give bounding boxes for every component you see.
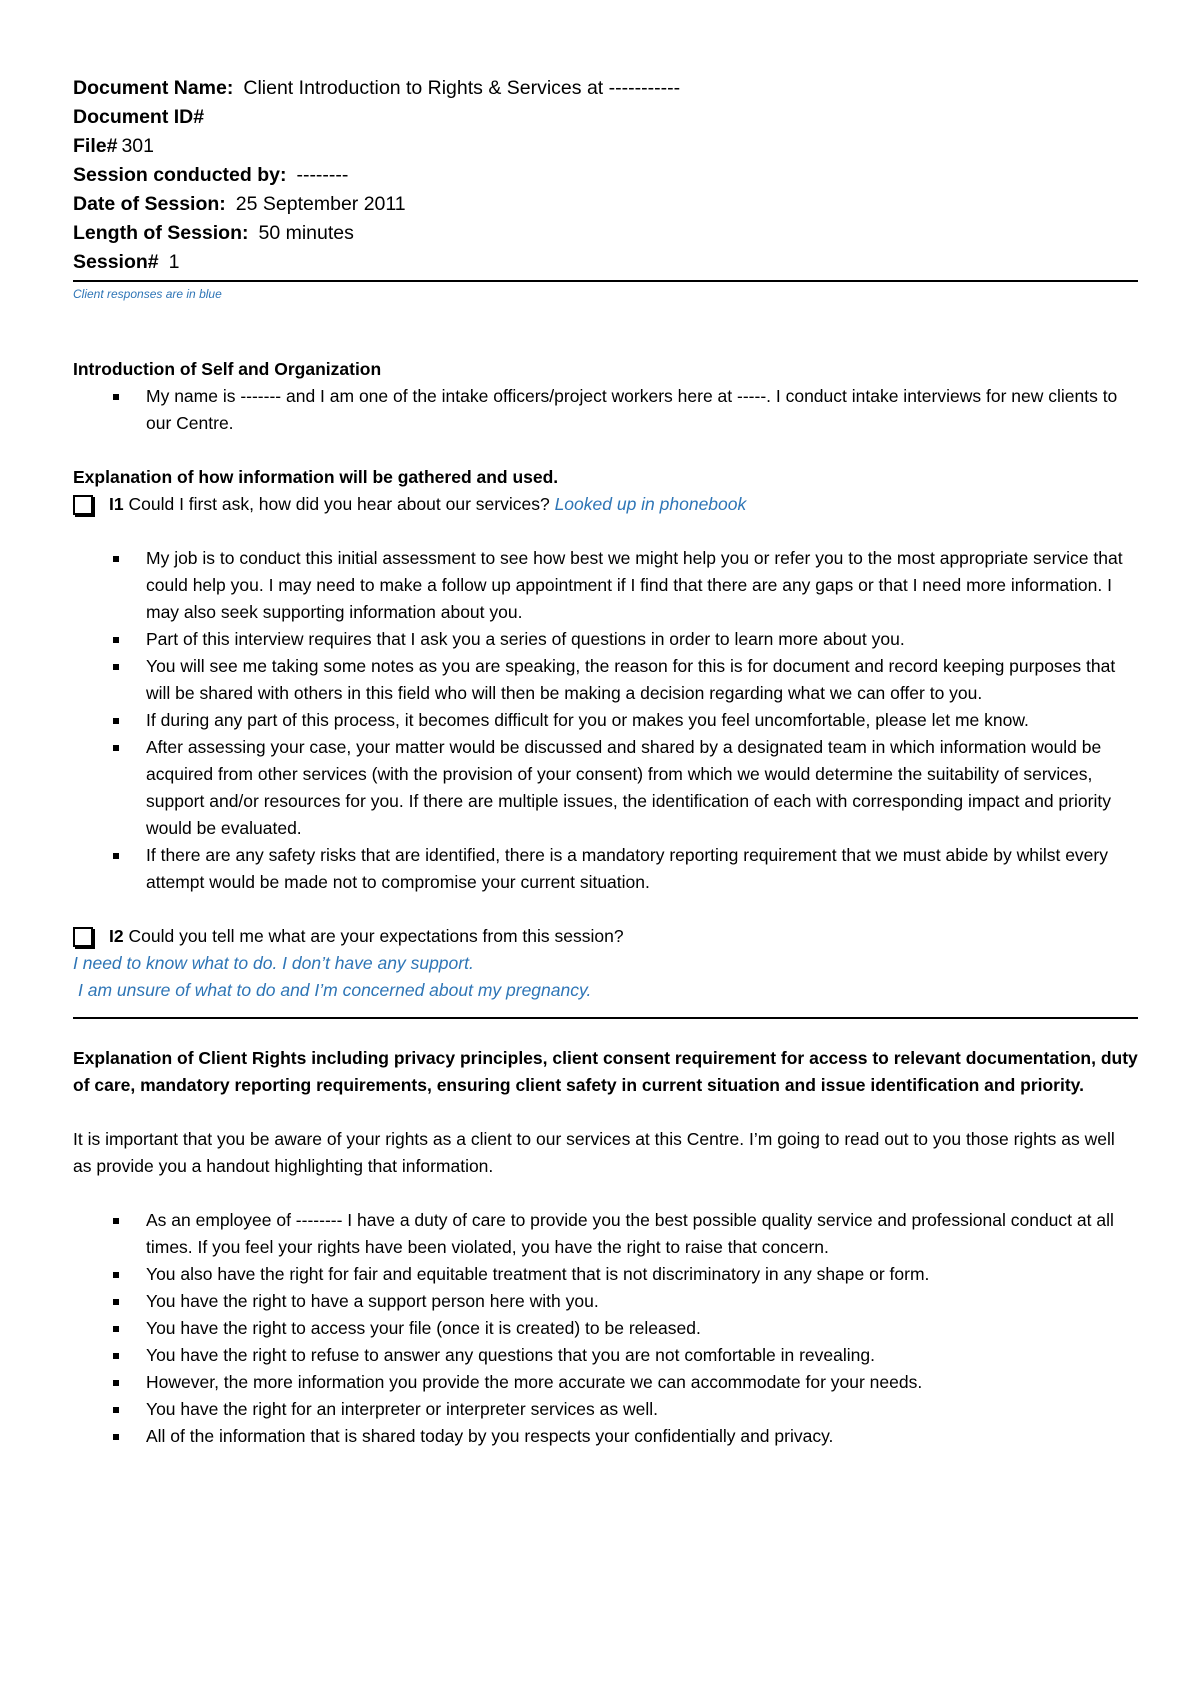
explanation-bullet-list [73,545,1138,896]
length-value: 50 minutes [258,222,354,244]
question-id: I2 [109,926,124,946]
spacer [73,302,1138,356]
document-id-line [73,103,1138,132]
session-by-line [73,161,1138,190]
document-header [73,74,1138,277]
question-text: Could I first ask, how did you hear about our services? [128,494,550,514]
list-item: However, the more information you provide the more accurate we can accommodate for your needs. [73,1369,1138,1396]
document-content [73,74,1138,1450]
client-response-note: Client responses are in blue [73,287,222,301]
list-item: After assessing your case, your matter would be discussed and shared by a designated team in which information would be acquired from other services (with the provision of your consent) from which we would determine the suitability of services, support and/or resources for you. If there are multiple issues, the identification of each with corresponding impact and priority would be evaluated. [73,734,1138,842]
list-item: If there are any safety risks that are identified, there is a mandatory reporting requirement that we must abide by whilst every attempt would be made not to compromise your current situation. [73,842,1138,896]
list-item: My name is ------- and I am one of the intake officers/project workers here at -----. I conduct intake interviews for new clients to our Centre. [73,383,1138,437]
session-by-label: Session conducted by: [73,164,287,186]
list-item: My job is to conduct this initial assessment to see how best we might help you or refer you to the most appropriate service that could help you. I may need to make a follow up appointment if I find that there are any gaps or that I need more information. I may also seek supporting information about you. [73,545,1138,626]
list-item: You also have the right for fair and equitable treatment that is not discriminatory in any shape or form. [73,1261,1138,1288]
question-text: Could you tell me what are your expectations from this session? [128,926,624,946]
spacer [73,896,1138,923]
explanation-title: Explanation of how information will be gathered and used. [73,467,559,487]
date-label: Date of Session: [73,193,226,215]
list-item: You have the right to have a support person here with you. [73,1288,1138,1315]
rights-bullet-list [73,1207,1138,1450]
session-by-value: -------- [296,164,349,186]
client-response: Looked up in phonebook [554,494,747,514]
session-number-line [73,248,1138,277]
checkbox-i1[interactable] [73,495,93,515]
length-line [73,219,1138,248]
intro-bullet-list [73,383,1138,437]
document-id-label: Document ID# [73,106,205,128]
list-item: You have the right to refuse to answer any questions that you are not comfortable in revealing. [73,1342,1138,1369]
spacer [73,437,1138,464]
document-name-line [73,74,1138,103]
file-label: File# [73,135,118,157]
session-number-label: Session# [73,251,159,273]
rights-intro: It is important that you be aware of your rights as a client to our services at this Centre. I’m going to read out to you those rights as well as provide you a handout highlighting that information. [73,1129,1115,1176]
list-item: As an employee of -------- I have a duty of care to provide you the best possible quality service and professional conduct at all times. If you feel your rights have been violated, you have the right to raise that concern. [73,1207,1138,1261]
date-value: 25 September 2011 [235,193,406,215]
file-line [73,132,1138,161]
list-item: You will see me taking some notes as you are speaking, the reason for this is for document and record keeping purposes that will be shared with others in this field who will then be making a decision regarding what we can offer to you. [73,653,1138,707]
spacer [73,518,1138,545]
list-item: If during any part of this process, it becomes difficult for you or makes you feel uncomfortable, please let me know. [73,707,1138,734]
list-item: All of the information that is shared today by you respects your confidentially and privacy. [73,1423,1138,1450]
list-item: You have the right for an interpreter or interpreter services as well. [73,1396,1138,1423]
list-item: You have the right to access your file (once it is created) to be released. [73,1315,1138,1342]
checkbox-i2[interactable] [73,927,93,947]
client-response: I need to know what to do. I don’t have any support. [73,953,474,973]
length-label: Length of Session: [73,222,249,244]
question-i2 [73,923,1138,950]
question-id: I1 [109,494,124,514]
spacer [73,1099,1138,1126]
document-name-label: Document Name: [73,77,234,99]
list-item: Part of this interview requires that I ask you a series of questions in order to learn more about you. [73,626,1138,653]
intro-title: Introduction of Self and Organization [73,359,382,379]
file-value: 301 [121,135,154,157]
spacer [73,1019,1138,1045]
question-i1 [73,491,1138,518]
client-response: I am unsure of what to do and I’m concerned about my pregnancy. [78,980,592,1000]
spacer [73,1180,1138,1207]
header-divider [73,280,1138,282]
rights-title: Explanation of Client Rights including privacy principles, client consent requirement for access to relevant documentation, duty of care, mandatory reporting requirements, ensuring client safety in current situation and issue identification and priority. [73,1048,1138,1095]
session-number-value: 1 [168,251,180,273]
date-line [73,190,1138,219]
document-name-value: Client Introduction to Rights & Services at ----------- [243,77,681,99]
